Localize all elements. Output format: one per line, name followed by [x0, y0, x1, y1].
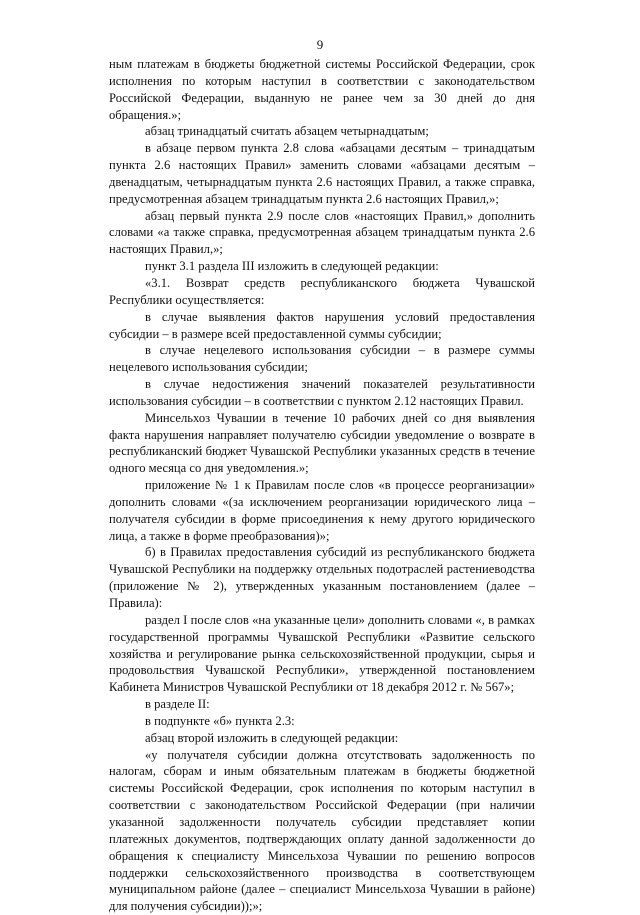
paragraph: приложение № 1 к Правилам после слов «в процессе реорганизации» дополнить словами «(за исключением реорганизации юридического лица – получателя субсидии в форме присоединения к нему другого юридического лица, а также в форме преобразования)»;: [109, 478, 535, 543]
paragraph: абзац первый пункта 2.9 после слов «настоящих Правил,» дополнить словами «а также справка, предусмотренная абзацем тринадцатым пункта 2.6 настоящих Правил,»;: [109, 208, 535, 257]
paragraph: «у получателя субсидии должна отсутствовать задолженность по налогам, сборам и иным обязательным платежам в бюджеты бюджетной системы Российской Федерации, срок исполнения по которым наступил в соответствии с законодательством Российской Федерации (при наличии указанной задолженности получатель субсидии представляет копии платежных документов, подтверждающих оплату данной задолженности до обращения к специалисту Минсельхоза Чувашии по решению вопросов поддержки сельскохозяйственного производства в соответствующем муниципальном районе (далее – специалист Минсельхоза Чувашии в районе) для получения субсидии));»;: [109, 747, 535, 914]
paragraph: в абзаце первом пункта 2.8 слова «абзацами десятым – тринадцатым пункта 2.6 настоящих Правил» заменить словами «абзацами десятым – двенадцатым, четырнадцатым пункта 2.6 настоящих Правил, а также справка, предусмотренная абзацем тринадцатым пункта 2.6 настоящих Правил,»;: [109, 141, 535, 206]
paragraph: Минсельхоз Чувашии в течение 10 рабочих дней со дня выявления факта нарушения направляет получателю субсидии уведомление о возврате в республиканский бюджет Чувашской Республики указанных средств в течение одного месяца со дня уведомления.»;: [109, 410, 535, 476]
paragraph: в случае нецелевого использования субсидии – в размере суммы нецелевого использования субсидии;: [109, 343, 535, 375]
document-body: [109, 56, 535, 915]
paragraph: в случае недостижения значений показателей результативности использования субсидии – в соответствии с пунктом 2.12 настоящих Правил.: [109, 377, 535, 408]
paragraph: пункт 3.1 раздела III изложить в следующей редакции:: [145, 259, 439, 274]
paragraph: ным платежам в бюджеты бюджетной системы Российской Федерации, срок исполнения по которым наступил в соответствии с законодательством Российской Федерации, выданную не ранее чем за 30 дней до дня обращения.»;: [109, 57, 535, 122]
paragraph: в подпункте «б» пункта 2.3:: [145, 713, 295, 728]
paragraph: в случае выявления фактов нарушения условий предоставления субсидии – в размере всей предоставленной суммы субсидии;: [109, 309, 535, 341]
paragraph: раздел I после слов «на указанные цели» дополнить словами «, в рамках государственной программы Чувашской Республики «Развитие сельского хозяйства и регулирование рынка сельскохозяйственной продукции, сырья и продовольствия Чувашской Республики», утвержденной постановлением Кабинета Министров Чувашской Республики от 18 декабря 2012 г. № 567»;: [109, 612, 535, 695]
page-number: 9: [316, 37, 324, 52]
paragraph: в разделе II:: [145, 697, 210, 712]
paragraph: абзац тринадцатый считать абзацем четырнадцатым;: [145, 124, 429, 139]
paragraph: абзац второй изложить в следующей редакции:: [145, 730, 399, 745]
paragraph: б) в Правилах предоставления субсидий из республиканского бюджета Чувашской Республики на поддержку отдельных подотраслей растениеводства (приложение № 2), утвержденных указанным постановлением (далее – Правила):: [109, 545, 535, 610]
paragraph: «3.1. Возврат средств республиканского бюджета Чувашской Республики осуществляется:: [109, 275, 535, 307]
